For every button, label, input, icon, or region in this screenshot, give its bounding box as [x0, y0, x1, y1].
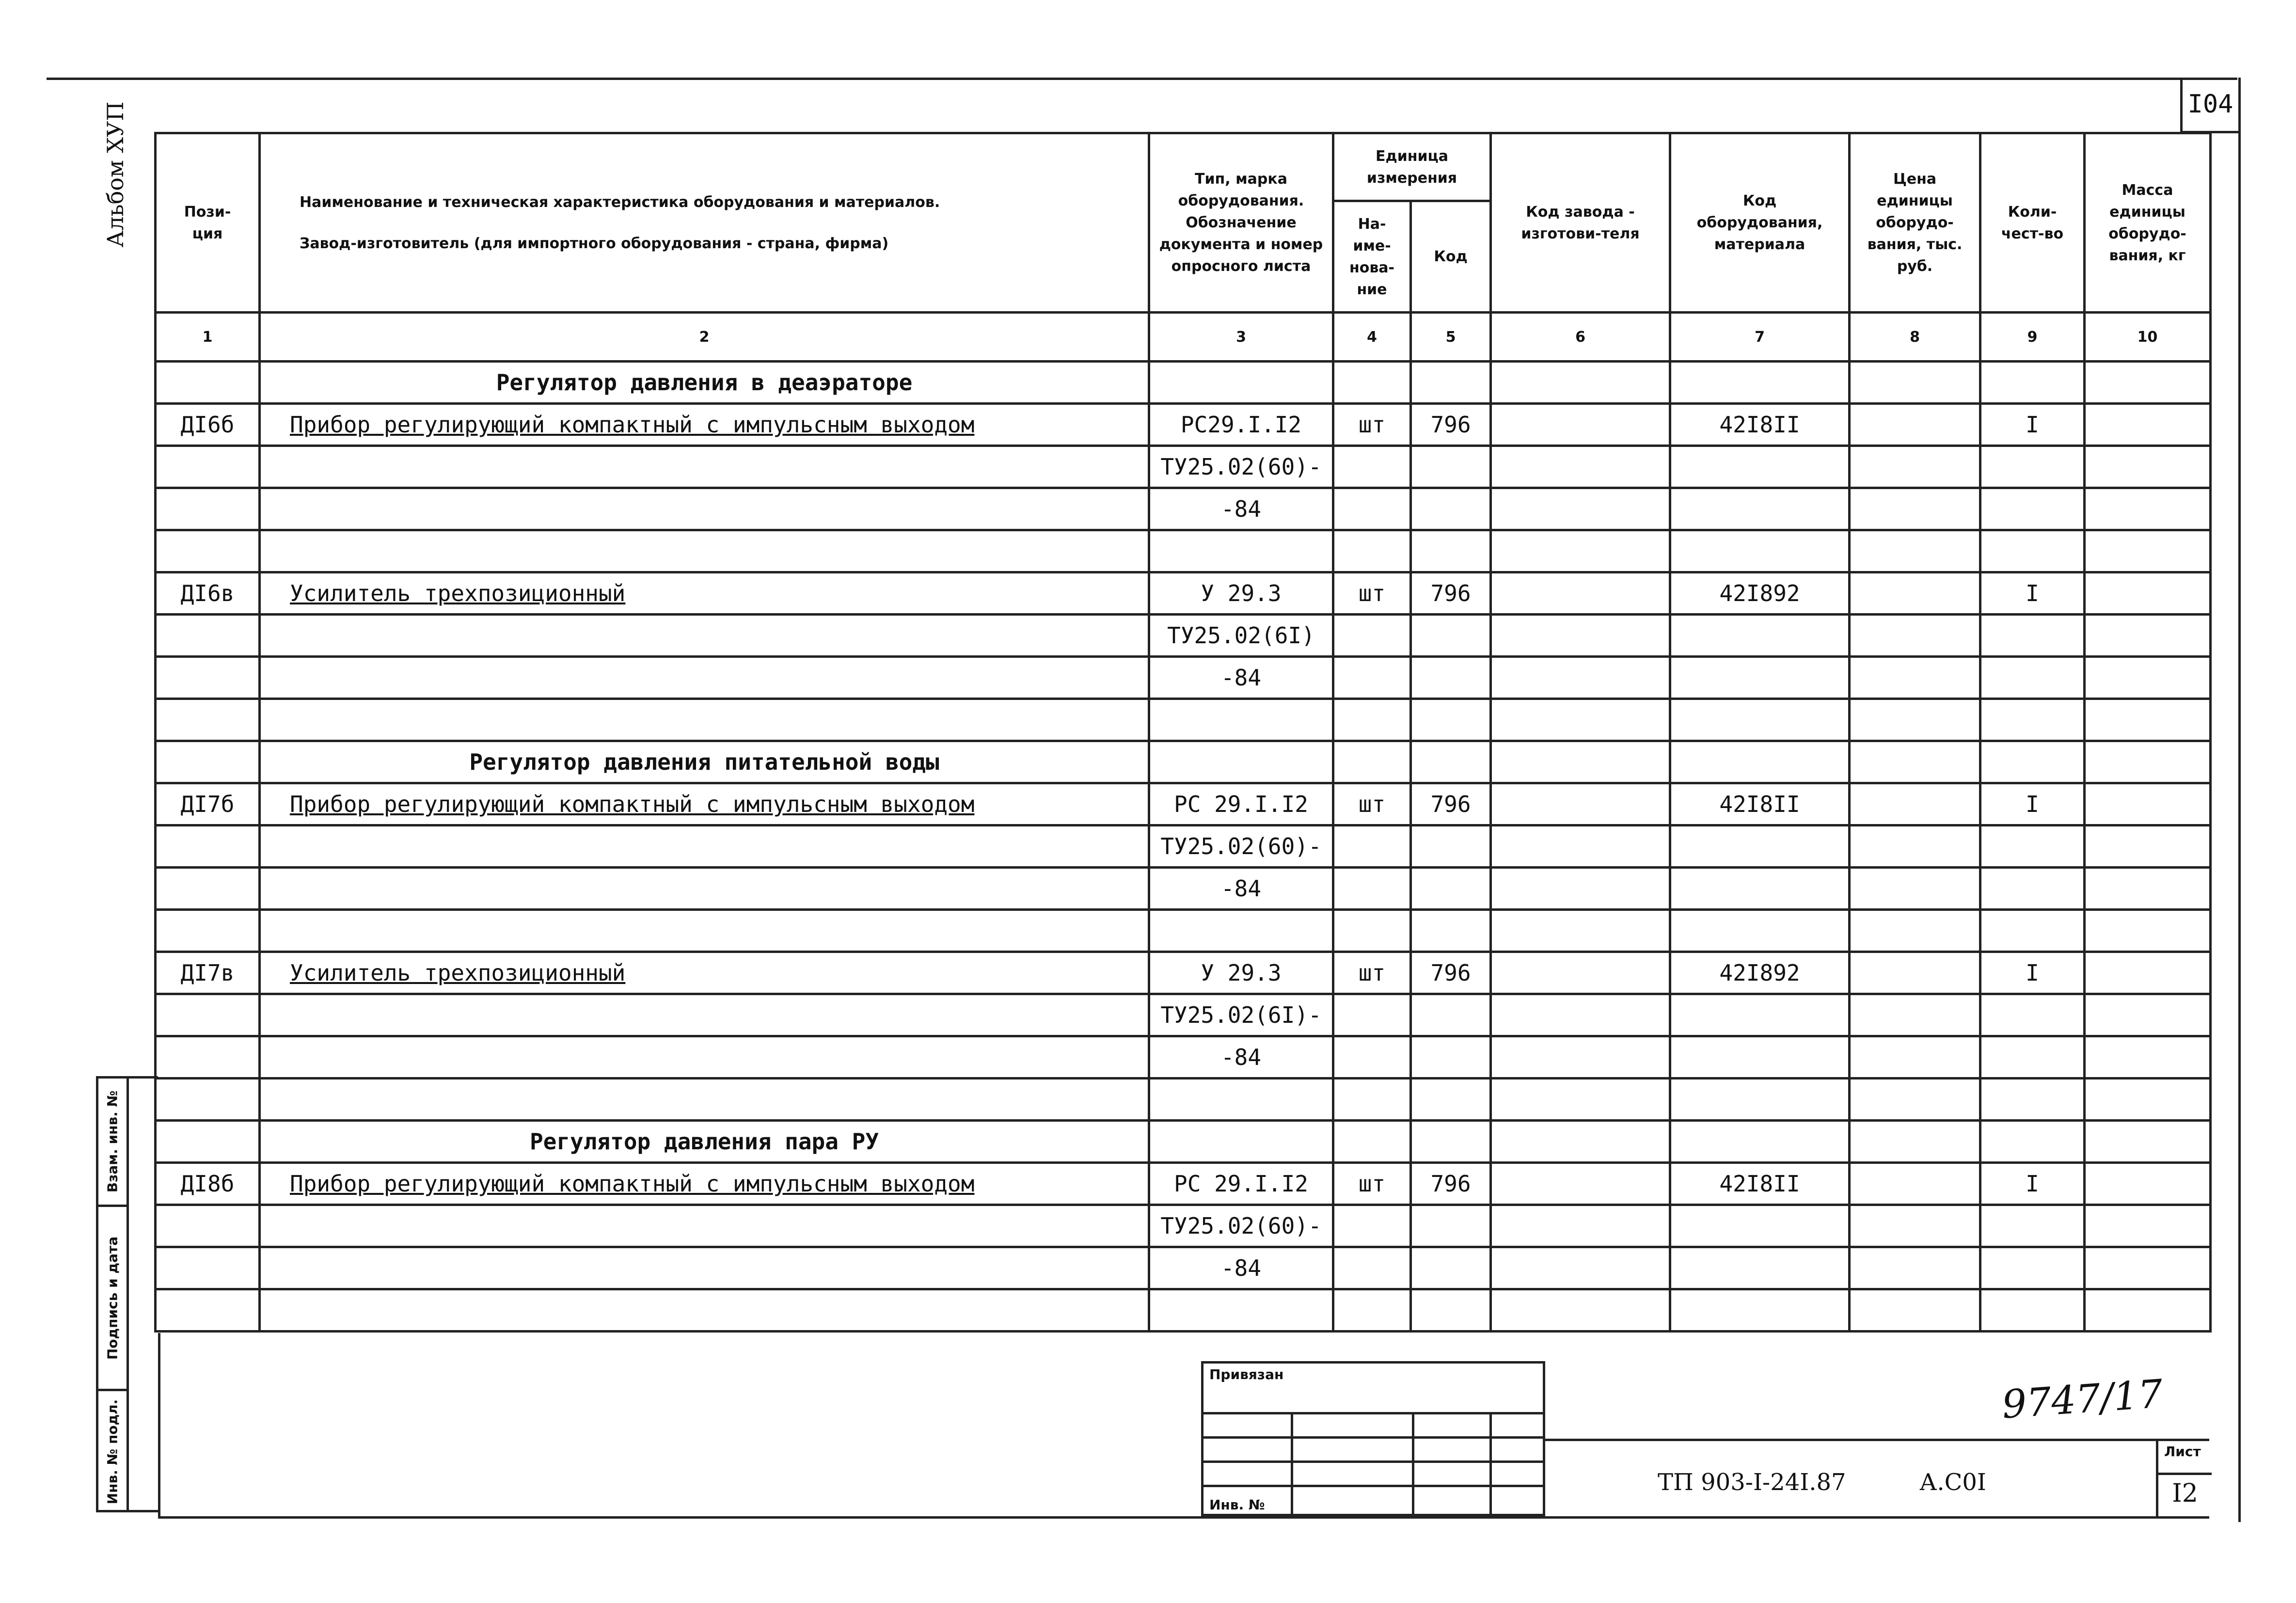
cell-unit	[1333, 994, 1411, 1036]
col-number: 4	[1333, 313, 1411, 362]
cell-factory	[1491, 868, 1670, 910]
cell-equip: 42I8II	[1670, 1163, 1850, 1205]
cell-price	[1850, 994, 1980, 1036]
cell-code	[1411, 1205, 1491, 1247]
cell-pos: ДI7б	[156, 783, 260, 825]
table-row	[156, 1036, 2211, 1079]
cell-equip	[1670, 868, 1850, 910]
cell-factory	[1491, 783, 1670, 825]
table-row	[156, 1247, 2211, 1289]
cell-qty	[1980, 1079, 2085, 1121]
header-equipment-code: Код оборудования, материала	[1670, 133, 1850, 313]
cell-equip	[1670, 1121, 1850, 1163]
cell-unit	[1333, 615, 1411, 657]
cell-price	[1850, 1079, 1980, 1121]
cell-price	[1850, 699, 1980, 741]
cell-equip	[1670, 657, 1850, 699]
cell-type: -84	[1149, 1247, 1333, 1289]
cell-pos	[156, 910, 260, 952]
page-number: I04	[2180, 78, 2238, 133]
cell-name	[260, 1289, 1149, 1332]
cell-code: 796	[1411, 952, 1491, 994]
cell-pos	[156, 741, 260, 783]
specification-table	[154, 132, 2212, 1333]
col-number: 3	[1149, 313, 1333, 362]
cell-code	[1411, 657, 1491, 699]
cell-qty	[1980, 615, 2085, 657]
cell-type: ТУ25.02(60)-	[1149, 825, 1333, 868]
cell-type: -84	[1149, 488, 1333, 530]
cell-type	[1149, 530, 1333, 572]
cell-equip	[1670, 1289, 1850, 1332]
cell-unit	[1333, 825, 1411, 868]
sheet-right-border	[2238, 78, 2241, 1522]
cell-name	[260, 1247, 1149, 1289]
table-row	[156, 488, 2211, 530]
cell-name	[260, 699, 1149, 741]
cell-unit	[1333, 868, 1411, 910]
cell-code	[1411, 488, 1491, 530]
table-row	[156, 615, 2211, 657]
cell-type: ТУ25.02(6I)	[1149, 615, 1333, 657]
cell-mass	[2085, 615, 2211, 657]
table-row	[156, 699, 2211, 741]
handwritten-number: 9747/17	[2000, 1371, 2165, 1428]
header-position: Пози- ция	[156, 133, 260, 313]
cell-unit	[1333, 488, 1411, 530]
cell-mass	[2085, 1036, 2211, 1079]
cell-mass	[2085, 1289, 2211, 1332]
table-row	[156, 994, 2211, 1036]
cell-unit	[1333, 699, 1411, 741]
cell-pos	[156, 1247, 260, 1289]
cell-code	[1411, 1079, 1491, 1121]
left-stamp-sidebar	[96, 1076, 158, 1512]
cell-code	[1411, 1289, 1491, 1332]
cell-type: -84	[1149, 657, 1333, 699]
cell-mass	[2085, 1163, 2211, 1205]
cell-type: РС 29.I.I2	[1149, 1163, 1333, 1205]
cell-factory	[1491, 1289, 1670, 1332]
cell-type: -84	[1149, 1036, 1333, 1079]
cell-mass	[2085, 404, 2211, 446]
cell-mass	[2085, 952, 2211, 994]
col-number: 10	[2085, 313, 2211, 362]
cell-unit	[1333, 910, 1411, 952]
cell-factory	[1491, 572, 1670, 615]
cell-equip: 42I892	[1670, 952, 1850, 994]
cell-qty	[1980, 657, 2085, 699]
cell-mass	[2085, 572, 2211, 615]
cell-unit	[1333, 446, 1411, 488]
table-row	[156, 530, 2211, 572]
section-row	[156, 741, 2211, 783]
cell-name: Прибор регулирующий компактный с импульсным выходом	[260, 1163, 1149, 1205]
cell-code	[1411, 868, 1491, 910]
table-row	[156, 446, 2211, 488]
cell-equip	[1670, 1036, 1850, 1079]
cell-type	[1149, 1079, 1333, 1121]
cell-price	[1850, 615, 1980, 657]
cell-mass	[2085, 362, 2211, 404]
cell-name: Прибор регулирующий компактный с импульсным выходом	[260, 783, 1149, 825]
cell-pos	[156, 446, 260, 488]
cell-price	[1850, 741, 1980, 783]
cell-mass	[2085, 994, 2211, 1036]
album-code: А.С0I	[1919, 1469, 1986, 1496]
cell-pos	[156, 362, 260, 404]
header-price: Цена единицы оборудо-вания, тыс. руб.	[1850, 133, 1980, 313]
cell-name: Прибор регулирующий компактный с импульсным выходом	[260, 404, 1149, 446]
cell-factory	[1491, 994, 1670, 1036]
cell-name	[260, 994, 1149, 1036]
cell-code	[1411, 446, 1491, 488]
cell-equip: 42I8II	[1670, 783, 1850, 825]
col-number: 6	[1491, 313, 1670, 362]
cell-equip	[1670, 910, 1850, 952]
table-row	[156, 404, 2211, 446]
cell-equip	[1670, 362, 1850, 404]
cell-mass	[2085, 657, 2211, 699]
cell-unit	[1333, 1036, 1411, 1079]
cell-equip	[1670, 530, 1850, 572]
cell-mass	[2085, 446, 2211, 488]
cell-price	[1850, 783, 1980, 825]
cell-equip: 42I892	[1670, 572, 1850, 615]
cell-code	[1411, 530, 1491, 572]
cell-price	[1850, 1247, 1980, 1289]
table-row	[156, 1163, 2211, 1205]
sheet-number: I2	[2158, 1473, 2212, 1508]
cell-factory	[1491, 1163, 1670, 1205]
cell-mass	[2085, 699, 2211, 741]
cell-price	[1850, 572, 1980, 615]
cell-price	[1850, 1205, 1980, 1247]
cell-code	[1411, 910, 1491, 952]
table-row	[156, 1079, 2211, 1121]
cell-qty	[1980, 825, 2085, 868]
cell-factory	[1491, 825, 1670, 868]
cell-equip	[1670, 488, 1850, 530]
column-numbers-row	[156, 313, 2211, 362]
cell-name	[260, 1079, 1149, 1121]
cell-price	[1850, 1163, 1980, 1205]
header-quantity: Коли-чест-во	[1980, 133, 2085, 313]
cell-name	[260, 657, 1149, 699]
cell-qty	[1980, 699, 2085, 741]
cell-name: Регулятор давления в деаэраторе	[260, 362, 1149, 404]
sheet-top-border	[47, 78, 2237, 80]
cell-factory	[1491, 741, 1670, 783]
cell-mass	[2085, 530, 2211, 572]
cell-unit: шт	[1333, 404, 1411, 446]
cell-type	[1149, 1289, 1333, 1332]
header-name: Наименование и техническая характеристика оборудования и материалов. Завод-изготовитель (для импортного оборудования - страна, фирма)	[260, 133, 1149, 313]
cell-type: ТУ25.02(60)-	[1149, 446, 1333, 488]
cell-type: У 29.3	[1149, 952, 1333, 994]
cell-name	[260, 530, 1149, 572]
cell-pos: ДI6в	[156, 572, 260, 615]
cell-equip	[1670, 446, 1850, 488]
cell-price	[1850, 825, 1980, 868]
cell-qty: I	[1980, 1163, 2085, 1205]
table-row	[156, 910, 2211, 952]
table-row	[156, 868, 2211, 910]
cell-pos: ДI8б	[156, 1163, 260, 1205]
cell-code: 796	[1411, 404, 1491, 446]
cell-mass	[2085, 825, 2211, 868]
cell-type: ТУ25.02(60)-	[1149, 1205, 1333, 1247]
cell-mass	[2085, 488, 2211, 530]
cell-equip	[1670, 1247, 1850, 1289]
cell-factory	[1491, 952, 1670, 994]
cell-unit	[1333, 1079, 1411, 1121]
cell-code	[1411, 1247, 1491, 1289]
cell-pos	[156, 1289, 260, 1332]
cell-name	[260, 488, 1149, 530]
cell-pos	[156, 699, 260, 741]
table-row	[156, 783, 2211, 825]
col-number: 9	[1980, 313, 2085, 362]
cell-qty	[1980, 1247, 2085, 1289]
cell-qty	[1980, 1121, 2085, 1163]
table-row	[156, 1205, 2211, 1247]
cell-equip	[1670, 994, 1850, 1036]
cell-equip	[1670, 615, 1850, 657]
cell-factory	[1491, 1247, 1670, 1289]
header-unit-name: На-име-нова-ние	[1333, 201, 1411, 313]
cell-code	[1411, 825, 1491, 868]
header-mass: Масса единицы оборудо-вания, кг	[2085, 133, 2211, 313]
cell-unit	[1333, 1289, 1411, 1332]
cell-pos	[156, 994, 260, 1036]
cell-pos	[156, 615, 260, 657]
cell-unit: шт	[1333, 783, 1411, 825]
cell-name	[260, 910, 1149, 952]
cell-code	[1411, 1036, 1491, 1079]
stamp-inv-label: Инв. №	[1209, 1497, 1265, 1513]
cell-pos: ДI6б	[156, 404, 260, 446]
cell-equip: 42I8II	[1670, 404, 1850, 446]
cell-name	[260, 1036, 1149, 1079]
cell-pos	[156, 1205, 260, 1247]
title-block	[1545, 1439, 2209, 1519]
cell-name: Регулятор давления питательной воды	[260, 741, 1149, 783]
cell-mass	[2085, 1079, 2211, 1121]
cell-price	[1850, 1121, 1980, 1163]
cell-type	[1149, 741, 1333, 783]
cell-name	[260, 1205, 1149, 1247]
cell-unit	[1333, 1121, 1411, 1163]
col-number: 2	[260, 313, 1149, 362]
cell-equip	[1670, 1205, 1850, 1247]
sheet-number-box	[2156, 1439, 2212, 1516]
cell-price	[1850, 1289, 1980, 1332]
table-row	[156, 572, 2211, 615]
cell-unit	[1333, 1205, 1411, 1247]
cell-qty	[1980, 1205, 2085, 1247]
cell-mass	[2085, 868, 2211, 910]
table-row	[156, 657, 2211, 699]
cell-mass	[2085, 1205, 2211, 1247]
cell-price	[1850, 530, 1980, 572]
cell-type: РС 29.I.I2	[1149, 783, 1333, 825]
cell-type: ТУ25.02(6I)-	[1149, 994, 1333, 1036]
header-unit-code: Код	[1411, 201, 1491, 313]
cell-equip	[1670, 699, 1850, 741]
section-row	[156, 362, 2211, 404]
cell-type	[1149, 910, 1333, 952]
cell-price	[1850, 1036, 1980, 1079]
cell-qty: I	[1980, 952, 2085, 994]
cell-type: РС29.I.I2	[1149, 404, 1333, 446]
cell-qty: I	[1980, 404, 2085, 446]
cell-code	[1411, 994, 1491, 1036]
cell-factory	[1491, 1036, 1670, 1079]
cell-type: У 29.3	[1149, 572, 1333, 615]
cell-unit	[1333, 1247, 1411, 1289]
sidebar-inv-podl: Инв. № подл.	[104, 1399, 121, 1505]
header-unit-group: Единица измерения	[1333, 133, 1491, 201]
cell-mass	[2085, 1247, 2211, 1289]
cell-code	[1411, 699, 1491, 741]
cell-name	[260, 868, 1149, 910]
sheet-label: Лист	[2164, 1444, 2201, 1460]
cell-name	[260, 615, 1149, 657]
cell-type	[1149, 699, 1333, 741]
cell-factory	[1491, 404, 1670, 446]
table-row	[156, 952, 2211, 994]
cell-qty	[1980, 994, 2085, 1036]
col-number: 8	[1850, 313, 1980, 362]
binding-stamp	[1201, 1361, 1545, 1516]
section-row	[156, 1121, 2211, 1163]
cell-name: Усилитель трехпозиционный	[260, 952, 1149, 994]
cell-pos	[156, 1121, 260, 1163]
header-type: Тип, марка оборудования. Обозначение документа и номер опросного листа	[1149, 133, 1333, 313]
cell-factory	[1491, 488, 1670, 530]
sidebar-vzam-inv: Взам. инв. №	[98, 1079, 127, 1207]
frame-line	[158, 1333, 160, 1517]
cell-type	[1149, 1121, 1333, 1163]
cell-qty	[1980, 488, 2085, 530]
cell-qty	[1980, 446, 2085, 488]
sidebar-podpis-data: Подпись и дата	[98, 1207, 127, 1391]
cell-factory	[1491, 1121, 1670, 1163]
cell-price	[1850, 657, 1980, 699]
cell-type: -84	[1149, 868, 1333, 910]
cell-unit: шт	[1333, 572, 1411, 615]
cell-factory	[1491, 657, 1670, 699]
cell-code: 796	[1411, 783, 1491, 825]
cell-pos	[156, 1079, 260, 1121]
cell-qty	[1980, 1289, 2085, 1332]
cell-factory	[1491, 615, 1670, 657]
stamp-privyazan-label: Привязан	[1209, 1366, 1284, 1382]
cell-code: 796	[1411, 572, 1491, 615]
cell-code	[1411, 741, 1491, 783]
cell-price	[1850, 362, 1980, 404]
cell-factory	[1491, 1079, 1670, 1121]
cell-unit: шт	[1333, 952, 1411, 994]
cell-pos	[156, 1036, 260, 1079]
cell-name: Усилитель трехпозиционный	[260, 572, 1149, 615]
cell-equip	[1670, 825, 1850, 868]
cell-code	[1411, 1121, 1491, 1163]
cell-mass	[2085, 1121, 2211, 1163]
cell-factory	[1491, 699, 1670, 741]
col-number: 1	[156, 313, 260, 362]
cell-price	[1850, 910, 1980, 952]
col-number: 7	[1670, 313, 1850, 362]
cell-qty	[1980, 362, 2085, 404]
cell-qty	[1980, 868, 2085, 910]
cell-qty	[1980, 1036, 2085, 1079]
cell-code	[1411, 615, 1491, 657]
drawing-sheet: I04 Альбом ХУП Пози- ция Наименование и техническая характеристика оборудования и материалов. Завод-изготовитель (для импортного оборудования - страна, фирма) Тип, марка оборудования. Обозначение документа и номер опросного листа Единица измерения Код завода - изготови-теля Код оборудования, материала Цена единицы оборудо-вания, тыс. руб. Коли-чест-во Масса единицы оборудо-вания, кг На-име-нова-ние Код 1 2 3 4 5 6 7 8 9 10 Регулятор давления в деаэраторе ДI6б Прибор регулирующий компактный с импульсным выходом РС29.I.I2 шт 796 42I8II I ТУ25.02(60)- -84 ДI6в Усилитель трехпозиционный У 29.3 шт 796 42I892 I ТУ25.02(6I) -84 Регулятор давления питательной воды ДI7б Прибор регулирующий компактный с импульсным выходом РС 29.I.I2 шт 796 42I8II I ТУ25.02(60)- -84 ДI7в Усилитель трехпозиционный У 29.3 шт 796 42I892 I ТУ25.02(6I)- -84 Регулятор давления пара РУ ДI8б Прибор регулирующий компактный с импульсным выходом РС 29.I.I2 шт 796 42I8II I ТУ25.02(60)- -84 Привязан Инв. № 9747/17 ТП 903-I-24I.87 А.С0I Лист I2 Взам. инв. № Подпись и дата Инв. № подл.	[0, 0, 2296, 1603]
cell-code: 796	[1411, 1163, 1491, 1205]
cell-unit	[1333, 530, 1411, 572]
cell-unit	[1333, 741, 1411, 783]
cell-factory	[1491, 446, 1670, 488]
cell-factory	[1491, 362, 1670, 404]
cell-price	[1850, 868, 1980, 910]
header-factory-code: Код завода - изготови-теля	[1491, 133, 1670, 313]
table-body	[156, 362, 2211, 1332]
cell-price	[1850, 488, 1980, 530]
cell-name	[260, 446, 1149, 488]
cell-factory	[1491, 530, 1670, 572]
cell-qty	[1980, 910, 2085, 952]
cell-code	[1411, 362, 1491, 404]
cell-factory	[1491, 910, 1670, 952]
cell-qty: I	[1980, 783, 2085, 825]
col-number: 5	[1411, 313, 1491, 362]
cell-pos	[156, 868, 260, 910]
cell-type	[1149, 362, 1333, 404]
cell-equip	[1670, 1079, 1850, 1121]
cell-unit	[1333, 362, 1411, 404]
cell-qty: I	[1980, 572, 2085, 615]
table-row	[156, 825, 2211, 868]
cell-price	[1850, 952, 1980, 994]
cell-price	[1850, 404, 1980, 446]
cell-qty	[1980, 741, 2085, 783]
cell-mass	[2085, 741, 2211, 783]
cell-equip	[1670, 741, 1850, 783]
cell-mass	[2085, 783, 2211, 825]
cell-unit	[1333, 657, 1411, 699]
cell-pos: ДI7в	[156, 952, 260, 994]
cell-name: Регулятор давления пара РУ	[260, 1121, 1149, 1163]
document-code: ТП 903-I-24I.87	[1658, 1469, 1846, 1496]
cell-pos	[156, 488, 260, 530]
cell-price	[1850, 446, 1980, 488]
table-row	[156, 1289, 2211, 1332]
cell-name	[260, 825, 1149, 868]
cell-mass	[2085, 910, 2211, 952]
cell-pos	[156, 657, 260, 699]
cell-qty	[1980, 530, 2085, 572]
cell-pos	[156, 825, 260, 868]
cell-pos	[156, 530, 260, 572]
cell-factory	[1491, 1205, 1670, 1247]
cell-unit: шт	[1333, 1163, 1411, 1205]
